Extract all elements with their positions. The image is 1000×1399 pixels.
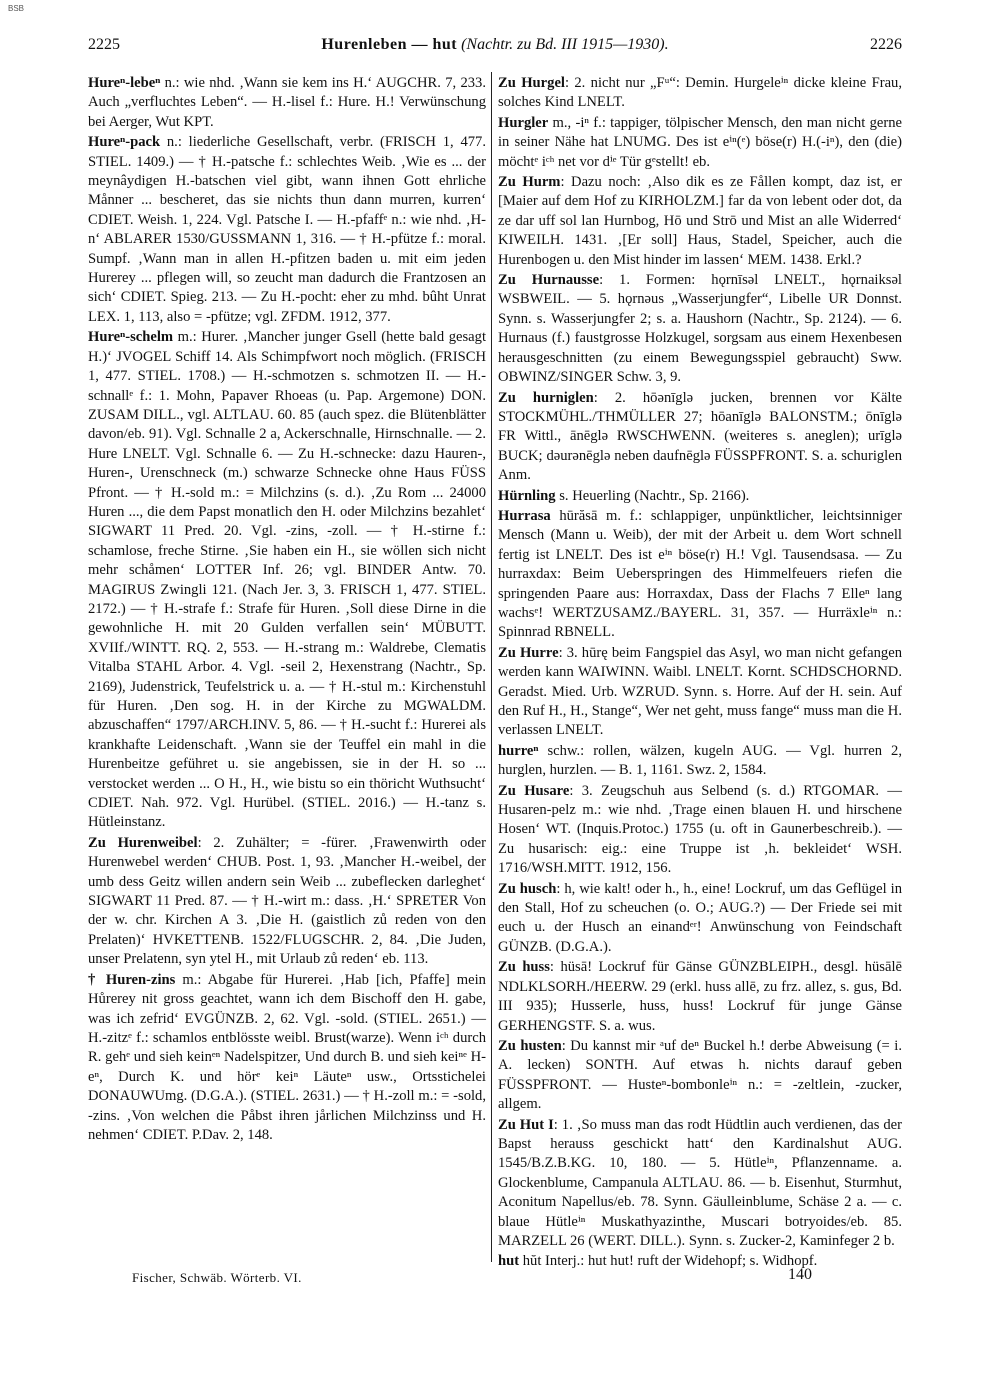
dictionary-entry <box>88 328 486 833</box>
entry-body: s. Heuerling (Nachtr., Sp. 2166). <box>555 487 750 504</box>
dictionary-entry <box>498 507 902 643</box>
entry-headword: Zu Hurenweibel <box>88 834 198 851</box>
dictionary-entry <box>498 114 902 172</box>
entry-body: m.: Hurer. ‚Mancher junger Gsell (hette bald gesagt H.)‘ JVOGEL Schiff 14. Als Schimpfwort noch möglich. (FRISCH 1, 477. STIEL. 1708.) — H.-schmotzen s. schmotzen II. — H.-schnallᵉ f.: 1. Mohn, Papaver Rhoeas (u. Pap. Argemone) DON. ZUSAM DILL., vgl. ALTLAU. 60. 85 (auch spez. die Blütenblätter davon/eb. 91). Vgl. Schnalle 2 a, Ackerschnalle, Hirnschnalle. — 2. Hure LNELT. Vgl. Schnalle 6. — Zu H.-schnecke: dazu Hauren-, Huren-, Urenschneck (m.) schwarze Schnecke ohne Haus FÜSS Pfront. — † H.-sold m.: = Milchzins (s. d.). ‚Zu Rom ... 24000 Huren ..., die dem Papst monatlich den H. oder Milchzins bezahlet‘ SIGWART 11 Pred. 20. Vgl. -zins, -zoll. — † H.-stirne f.: schamlose, freche Stirne. ‚Sie haben ein H., sie wöllen sich nicht mehr schåmen‘ LOTTER Inf. 26; vgl. BINDER Antw. 70. MAGIRUS Zwingli 121. (Nach Jer. 3, 3. FRISCH 1, 477. STIEL. 2172.) — † H.-strafe f.: Strafe für Huren. ‚Soll diese Dirne in die gewohnliche H. mit 20 Gulden verfallen sein‘ MÜBUTT. XVIIf./WINTT. RQ. 2, 553. — H.-strang m.: Waldrebe, Clematis Vitalba STAHL Arbor. 4. Vgl. -seil 2, Hexenstrang (Nachtr., Sp. 2169), Judenstrick, Teufelstrick u. a. — † H.-stul m.: Kirchenstuhl für Huren. ‚Den sog. H. in der Kirche zu MGWALDM. abzuschaffen“ 1797/ARCH.INV. 5, 86. — † H.-sucht f.: Hurerei als krankhafte Leidenschaft. ‚Wann sie der Teuffel ein mahl in die Hurenbeitze geführet u. sie angebissen, sie in der H. so ... verstocket werden ... O H., H., wie bistu so ein thöricht Wuthsucht‘ CDIET. Nah. 972. Vgl. Hurübel. (STIEL. 2016.) — H.-tanz s. Hütleinstanz. <box>88 329 486 831</box>
entry-headword: Zu Hurre <box>498 644 559 661</box>
dictionary-entry <box>498 74 902 113</box>
dictionary-entry <box>498 1116 902 1252</box>
entry-headword: hurreⁿ <box>498 742 539 759</box>
running-title-main: Hurenleben — hut <box>321 36 458 53</box>
entry-headword: † Huren-zins <box>88 971 176 988</box>
entry-headword: Hürnling <box>498 487 556 504</box>
entry-headword: Zu Husare <box>498 782 570 799</box>
entry-body: : 3. Zeugschuh aus Selbend (s. d.) RTGOMAR. — Husaren-pelz m.: wie nhd. ‚Trage einen blauen H. und hirschene Hosen‘ WT. (Inquis.Protoc.) 1755 (u. oft in Gaunerbeschreib.). — Zu husarisch: eig.: eine Truppe ist ‚h. bekleidet‘ WSH. 1716/WSH.MITT. 1912, 156. <box>498 782 902 877</box>
entry-body: : 2. nicht nur „Fᵘ“: Demin. Hurgeleⁱⁿ dicke kleine Frau, solches Kind LNELT. <box>498 75 902 111</box>
entry-headword: Zu husch <box>498 880 557 897</box>
running-title <box>88 36 902 54</box>
entry-headword: hut <box>498 1253 520 1270</box>
entry-headword: Hureⁿ-pack <box>88 134 161 151</box>
entry-body: : 2. hōənīglə jucken, brennen vor Kälte STOCKMÜHL./THMÜLLER 27; hōanīglə BALONSTM.; ōnīglə FR Wittl., ānēglə RWSCHWENN. (weiteres s. aneglen); urīglə BUCK; dəurənēglə neben daufnēglə FÜSSPFRONT. S. a. schuriglen Anm. <box>498 389 903 484</box>
dictionary-entry <box>498 958 902 1036</box>
entry-body: : 2. Zuhälter; = -fürer. ‚Frawenwirth oder Hurenwebel werden‘ CHUB. Post. 1, 93. ‚Mancher H.-weibel, der umb dess Geitz willen andern sein Weib ... zubeflecken darleghet‘ SIGWART 11 Pred. 87. — † H.-wirt m.: dass. ‚H.‘ SPRETER Von der w. chr. Kirchen A 3. ‚Die H. (gaistlich zů reden von den Prelaten)‘ HVKETTENB. 1522/FLUGSCHR. 2, 84. ‚Die Juden, unser Prelatenn, syn ytel H., mit Urlaub zů reden‘ eb. 113. <box>88 834 486 968</box>
footer-source: Fischer, Schwäb. Wörterb. VI. <box>132 1270 302 1285</box>
entry-body: : hüsā! Lockruf für Gänse GÜNZBLEIPH., desgl. hüsālē NDLKLSORH./HEERW. 29 (erkl. huss allē, zu frz. allez, s. gus, Bd. III 935); Husserle, huss, huss! Lockruf für junge Gänse GERHENGSTF. S. a. wus. <box>498 959 902 1034</box>
dictionary-entry <box>498 389 902 486</box>
entry-headword: Hurrasa <box>498 507 551 524</box>
entry-body: hŭt Interj.: hut hut! ruft der Widehopf; s. Widhopf. <box>519 1253 818 1270</box>
entry-body: : Du kannst mir ᵃuf deⁿ Buckel h.! derbe Abweisung (= i. A. lecken) SONTH. Auf etwas h. nichts darauf geben FÜSSPFRONT. — Husteⁿ-bombonleⁱⁿ n.: = -zeltlein, -zucker, allgem. <box>498 1037 902 1113</box>
entry-headword: Hureⁿ-lebeⁿ <box>88 75 161 91</box>
entry-headword: Zu Hurnausse <box>498 272 600 289</box>
entry-body: hūrăsā m. f.: schlappiger, unpünktlicher, leichtsinniger Mensch (Mann u. Weib), der mit der Arbeit u. dem Wort schnell fertig ist LNELT. Des ist eⁱⁿ böse(r) H.! Vgl. Tausendsasa. — Zu hurraxdax: Beim Ueberspringen des Himmelfeuers riefen die springenden Paare aus: Horraxdax, Dass der Flachs 7 Elleⁿ lang wachsᵉ! WERTZUSAMZ./BAYERL. 31, 357. — Hurräxleⁱⁿ n.: Spinnrad RBNELL. <box>498 507 902 641</box>
entry-headword: Hureⁿ-schelm <box>88 329 174 346</box>
entry-headword: Zu huss <box>498 959 550 976</box>
entry-headword: Zu husten <box>498 1037 562 1054</box>
column-divider <box>491 72 492 1262</box>
running-title-subtitle: (Nachtr. zu Bd. III 1915—1930). <box>461 36 669 53</box>
page-number-right: 2226 <box>870 36 902 53</box>
dictionary-entry <box>88 133 486 327</box>
right-column <box>498 74 902 1273</box>
dictionary-entry <box>498 880 902 958</box>
dictionary-entry <box>498 1252 902 1271</box>
entry-body: schw.: rollen, wälzen, kugeln AUG. — Vgl. hurren 2, hurglen, hurzlen. — B. 1, 1161. Swz. 2, 1584. <box>498 742 902 779</box>
dictionary-entry <box>498 271 902 387</box>
entry-body: : h, wie kalt! oder h., h., eine! Lockruf, um das Geflügel in den Stall, Hof zu scheuchen (o. O.; AUG.?) — Der Friede sei mit euch u. der Husch an einandᵉʳ! Anwünschung von Feindschaft GÜNZB. (D.G.A.). <box>498 880 902 955</box>
entry-body: n.: liederliche Gesellschaft, verbr. (FRISCH 1, 477. STIEL. 1409.) — † H.-patsche f.: schlechtes Weib. ‚Wie es ... der meynâydigen H.-batschen viel gibt, wann ihnen Gott ehrliche Månner ... bescheret, das sie nichts thun dann murren, kurren‘ CDIET. Weish. 1, 224. Vgl. Patsche I. — H.-pfaffᵉ n.: wie nhd. ‚H-n‘ ABLARER 1530/GUSSMANN 1, 316. — † H.-pfütze f.: moral. Sumpf. ‚Wann man in allen H.-pfitzen baden u. mit eim jeden Hurerey ... pflegen will, so zeucht man dadurch die Frantzosen an sich‘ CDIET. Spieg. 213. — Zu H.-pocht: eher zu mhd. bûht Unrat LEX. 1, 113, also = -pfütze; vgl. ZFDM. 1912, 377. <box>88 134 486 325</box>
dictionary-entry <box>498 782 902 879</box>
page-header <box>88 36 902 62</box>
entry-body: m.: Abgabe für Hurerei. ‚Hab [ich, Pfaffe] mein Hůrerey nit gross geachtet, wann ich dem Bischoff den H. gabe, was ich zefrid‘ EVGÜNZB. 2, 62. Vgl. -sold. (STIEL. 2651.) — H.-zitzᵉ f.: schamlos entblösste weibl. Brust(warze). Wenn iᶜʰ durch R. gehᵉ und sieh keinᵉⁿ Nadelspitzer, Und durch B. und sieh keiⁿᵉ H-eⁿ, Durch K. und hörᵉ keiⁿ Läuteⁿ usw., Ortsstichelei DONAUWUmg. (D.G.A.). (STIEL. 2631.) — † H.-zoll m.: = -sold, -zins. ‚Von welchen die Påbst ihren jårlichen Milchzinss und H. nehmen‘ CDIET. P.Dav. 2, 148. <box>88 971 486 1143</box>
entry-headword: Zu hurniglen <box>498 389 594 406</box>
dictionary-entry <box>498 742 902 781</box>
entry-body: : 1. ‚So muss man das rodt Hüdtlin auch verdienen, das der Bapst herauss geschickt hatt‘ den Kardinalshut AUG. 1545/B.Z.B.KG. 10, 180. — 5. Hütleⁱⁿ, Pflanzenname. a. Glockenblume, Campanula ALTLAU. 86. — b. Eisenhut, Sturmhut, Aconitum Napellus/eb. 78. Synn. Gäulleinblume, Schäse 2 a. — c. blaue Hütleⁱⁿ Muskathyazinthe, Muscari botryoides/eb. 85. MARZELL 26 (WERT. DILL.). Synn. s. Zucker-2, Kaminfeger 2 b. <box>498 1116 902 1249</box>
dictionary-entry <box>88 971 486 1146</box>
left-column <box>88 74 486 1146</box>
entry-body: : 3. hūrę beim Fangspiel das Asyl, wo man nicht gefangen werden kann WAIWINN. Waibl. LNELT. Kornt. SCHDSCHORND. Geradst. Mied. Urb. WZRUD. Synn. s. Horre. Auf der H. sein. Auf den Ruf H., H., Stange“, Wer net geht, muss fange“ muss man die H. verlassen LNELT. <box>498 644 902 739</box>
entry-headword: Zu Hut I <box>498 1116 554 1133</box>
dictionary-entry <box>498 644 902 741</box>
dictionary-entry <box>498 487 902 506</box>
dictionary-entry <box>88 74 486 132</box>
entry-headword: Hurgler <box>498 114 549 131</box>
entry-headword: Zu Hurgel <box>498 75 565 91</box>
entry-body: : Dazu noch: ‚Also dik es ze Fållen kompt, daz ist, er [Maier auf dem Hof zu KIRHOLZM.] far da von lebent oder dot, da ze dar uff sol lan Hurnbog, Hō und Strō und Mist an alle Widerred‘ KIWEILH. 1431. ‚[Er soll] Haus, Stadel, Speicher, auch die Hurenbogen u. den Mist hinder im lassen‘ MEM. 1438. Erkl.? <box>498 174 902 268</box>
dictionary-entry <box>88 834 486 970</box>
entry-body: : 1. Formen: hǫrnīsəl LNELT., hǫrnaiksəl WSBWEIL. — 5. hǫrnəus „Wasserjungfer“, Libelle UR Donnst. Synn. s. Wasserjungfer 2; s. a. Haushorn (Nachtr., Sp. 2124). — 6. Hurnaus (f.) faustgrosse Holzkugel, sorgsam aus einem Hexenbesen herausgeschnitten (zu einem Bewegungsspiel gebraucht) Sww. OBWINZ/SINGER Schw. 3, 9. <box>498 272 902 386</box>
dictionary-entry <box>498 1037 902 1115</box>
entry-headword: Zu Hurm <box>498 174 561 191</box>
entry-body: n.: wie nhd. ‚Wann sie kem ins H.‘ AUGCHR. 7, 233. Auch „verfluchtes Leben“. — H.-lisel f.: Hure. H.! Verwünschung bei Aerger, Wut KPT. <box>88 75 486 130</box>
entry-body: m., -iⁿ f.: tappiger, tölpischer Mensch, den man nicht gerne in seiner Nähe hat LNUMG. Des ist eⁱⁿ(ᵉ) böse(r) H.(-iⁿ), den (die) möchtᵉ iᶜʰ net vor dⁱᵉ Tür gᵉstellt! eb. <box>498 114 902 170</box>
library-stamp: BSB <box>8 4 25 13</box>
dictionary-entry <box>498 173 902 270</box>
page-number-left: 2225 <box>88 36 120 53</box>
footer-sheet-number: 140 <box>788 1266 812 1283</box>
